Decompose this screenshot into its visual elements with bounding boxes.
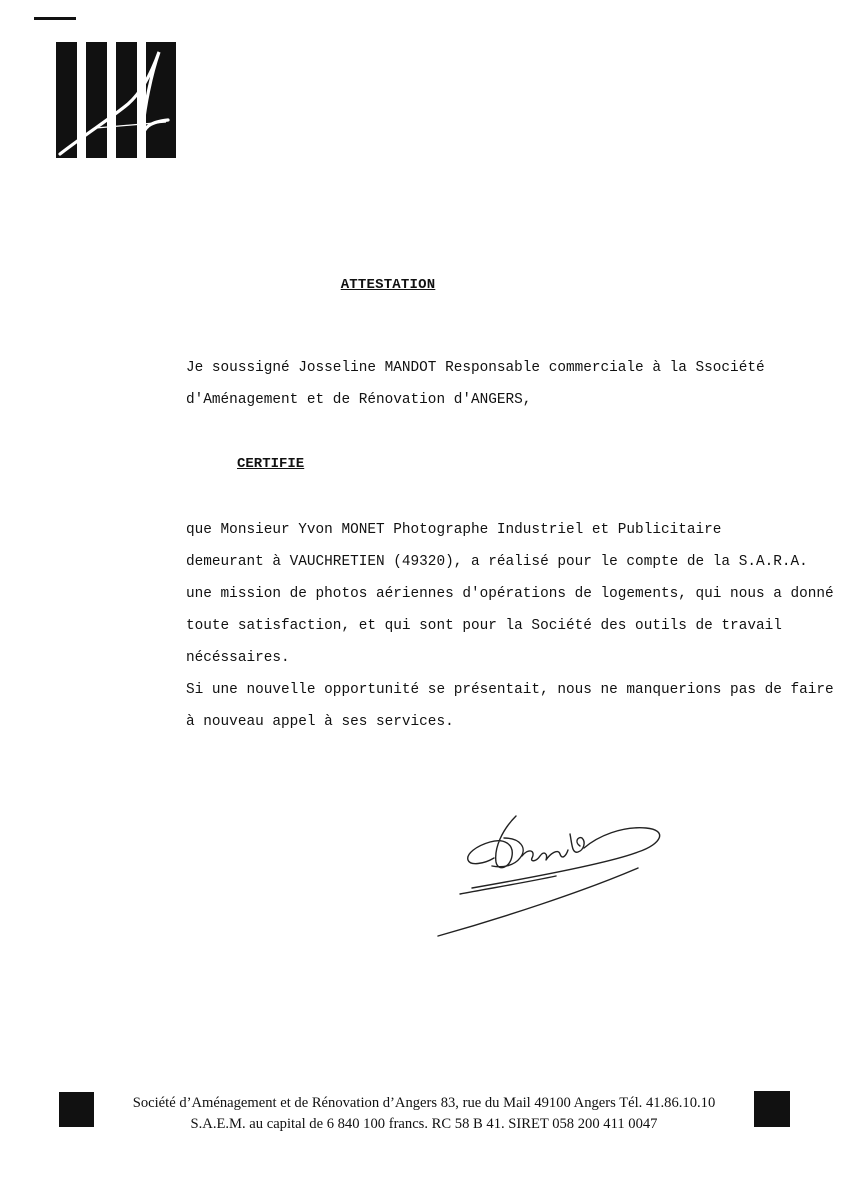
body-line: nécéssaires. [186, 650, 290, 666]
intro-paragraph [186, 352, 765, 416]
footer-address-line: Société d’Aménagement et de Rénovation d’Angers 83, rue du Mail 49100 Angers Tél. 41.86.10.10 [132, 1095, 716, 1111]
footer-square-left [59, 1092, 94, 1127]
sara-logo-icon [56, 42, 176, 158]
top-rule [34, 17, 76, 20]
body-line: à nouveau appel à ses services. [186, 714, 454, 730]
body-line: Si une nouvelle opportunité se présentait, nous ne manquerions pas de faire [186, 682, 834, 698]
intro-line: d'Aménagement et de Rénovation d'ANGERS, [186, 392, 532, 408]
body-paragraph [186, 514, 834, 738]
footer-square-right [754, 1091, 790, 1127]
company-footer [96, 1093, 752, 1135]
footer-registration-line: S.A.E.M. au capital de 6 840 100 francs. RC 58 B 41. SIRET 058 200 411 0047 [190, 1116, 658, 1132]
intro-line: Je soussigné Josseline MANDOT Responsable commerciale à la Ssociété [186, 360, 765, 376]
document-title: ATTESTATION [340, 277, 436, 293]
body-line: que Monsieur Yvon MONET Photographe Industriel et Publicitaire [186, 522, 722, 538]
body-line: demeurant à VAUCHRETIEN (49320), a réalisé pour le compte de la S.A.R.A. [186, 554, 808, 570]
handwritten-signature [432, 808, 672, 942]
body-line: toute satisfaction, et qui sont pour la Société des outils de travail [186, 618, 782, 634]
body-line: une mission de photos aériennes d'opérations de logements, qui nous a donné [186, 586, 834, 602]
certify-heading: CERTIFIE [237, 456, 305, 472]
